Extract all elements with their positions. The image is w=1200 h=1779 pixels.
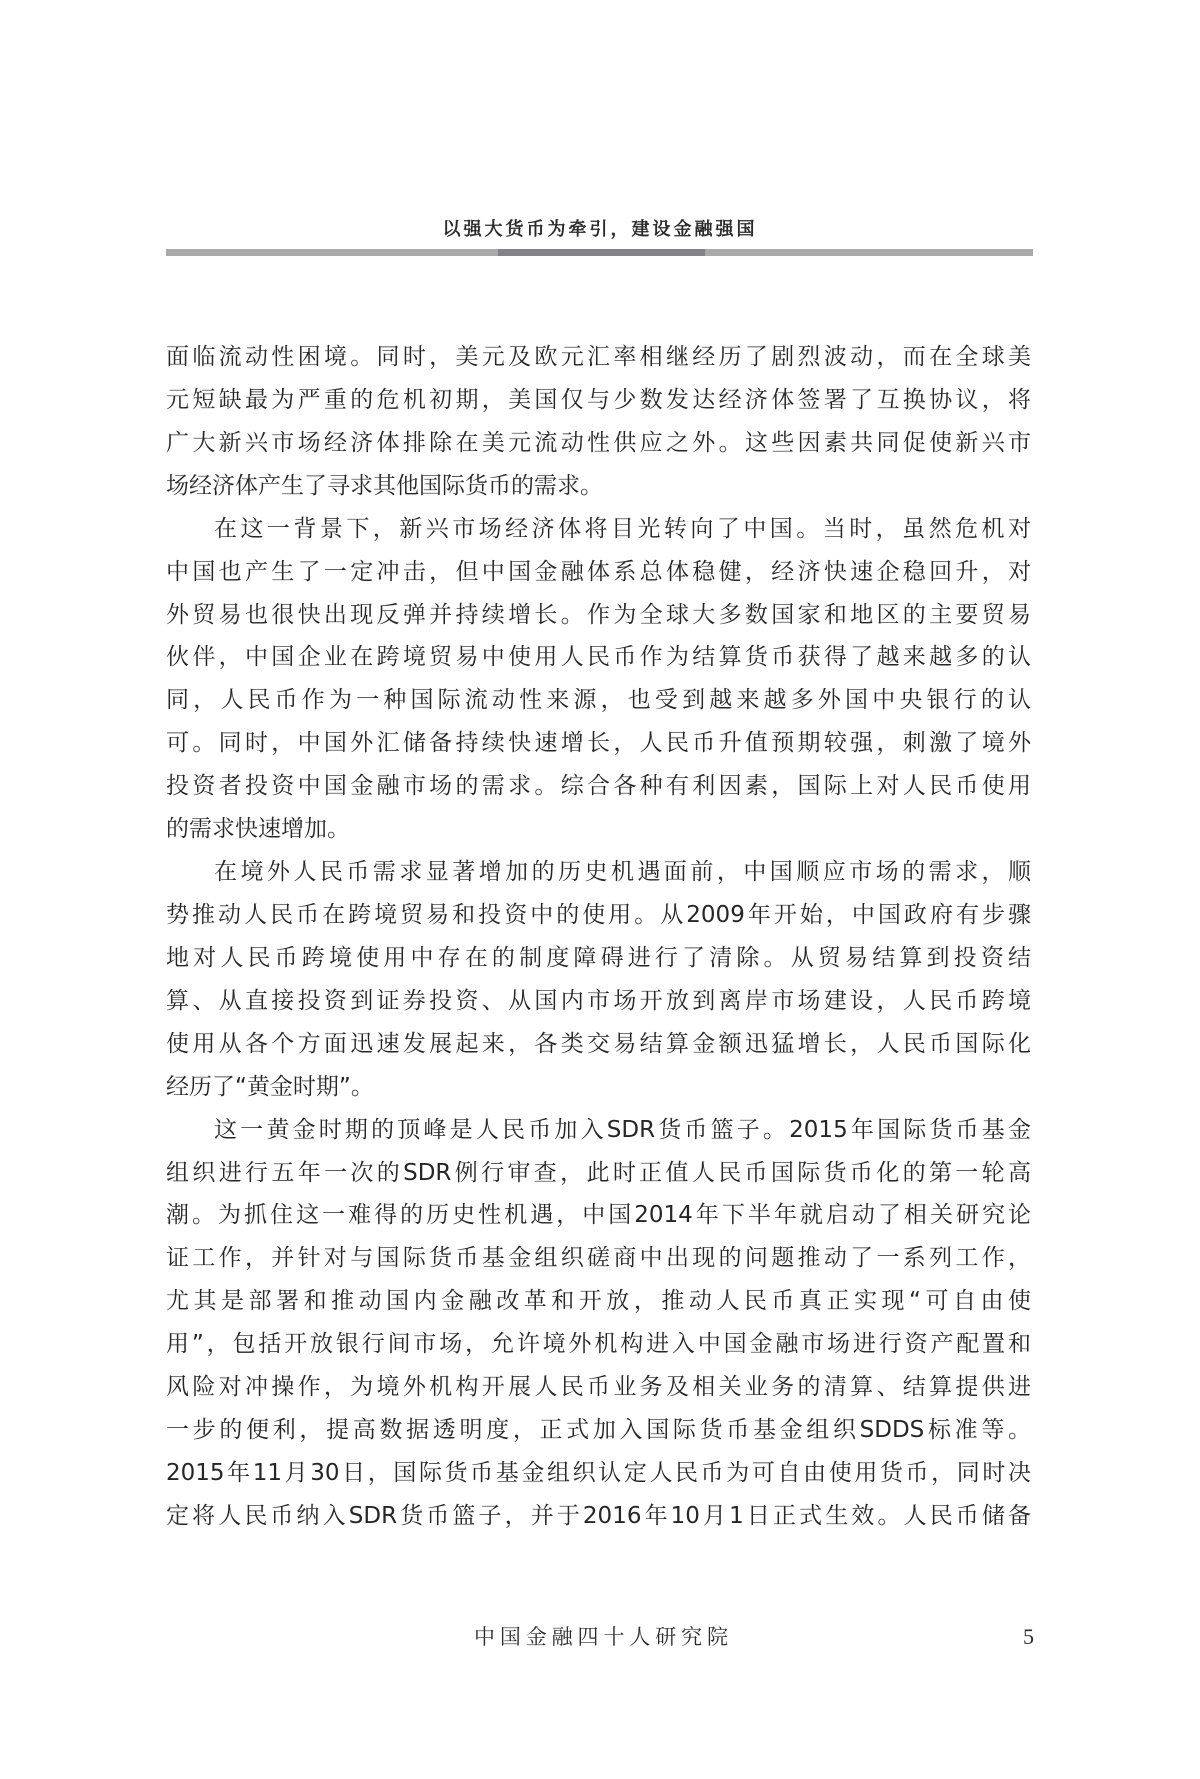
text-line: 中国也产生了一定冲击，但中国金融体系总体稳健，经济快速企稳回升，对 (166, 558, 1031, 585)
text-line: 场经济体产生了寻求其他国际货币的需求。 (166, 472, 603, 499)
text-line: 在这一背景下，新兴市场经济体将目光转向了中国。当时，虽然危机对 (214, 515, 1031, 542)
header-rule-accent (498, 249, 705, 256)
text-line: 这一黄金时期的顶峰是人民币加入SDR货币篮子。2015年国际货币基金 (214, 1116, 1031, 1143)
text-line: 同，人民币作为一种国际流动性来源，也受到越来越多外国中央银行的认 (166, 687, 1031, 714)
text-line: 广大新兴市场经济体排除在美元流动性供应之外。这些因素共同促使新兴市 (166, 429, 1031, 456)
text-line: 在境外人民币需求显著增加的历史机遇面前，中国顺应市场的需求，顺 (214, 859, 1031, 886)
text-line: 面临流动性困境。同时，美元及欧元汇率相继经历了剧烈波动，而在全球美 (166, 344, 1031, 370)
text-line: 风险对冲操作，为境外机构开展人民币业务及相关业务的清算、结算提供进 (166, 1374, 1031, 1401)
text-line: 一步的便利，提高数据透明度，正式加入国际货币基金组织SDDS标准等。 (166, 1417, 1031, 1444)
text-line: 证工作，并针对与国际货币基金组织磋商中出现的问题推动了一系列工作， (166, 1245, 1031, 1272)
text-line: 组织进行五年一次的SDR例行审查，此时正值人民币国际货币化的第一轮高 (166, 1159, 1031, 1186)
text-line: 外贸易也很快出现反弹并持续增长。作为全球大多数国家和地区的主要贸易 (166, 601, 1031, 628)
text-line: 势推动人民币在跨境贸易和投资中的使用。从2009年开始，中国政府有步骤 (166, 901, 1031, 928)
running-header-title: 以强大货币为牵引，建设金融强国 (442, 219, 758, 240)
text-line: 用”，包括开放银行间市场，允许境外机构进入中国金融市场进行资产配置和 (166, 1331, 1031, 1358)
text-line: 元短缺最为严重的危机初期，美国仅与少数发达经济体签署了互换协议，将 (166, 386, 1031, 413)
text-line: 潮。为抓住这一难得的历史性机遇，中国2014年下半年就启动了相关研究论 (166, 1202, 1031, 1229)
text-line: 尤其是部署和推动国内金融改革和开放，推动人民币真正实现“可自由使 (166, 1288, 1031, 1315)
text-line: 使用从各个方面迅速发展起来，各类交易结算金额迅猛增长，人民币国际化 (166, 1030, 1031, 1057)
text-line: 算、从直接投资到证券投资、从国内市场开放到离岸市场建设，人民币跨境 (166, 987, 1031, 1014)
text-line: 可。同时，中国外汇储备持续快速增长，人民币升值预期较强，刺激了境外 (166, 730, 1031, 757)
text-line: 定将人民币纳入SDR货币篮子，并于2016年10月1日正式生效。人民币储备 (166, 1502, 1031, 1529)
footer-organization: 中国金融四十人研究院 (474, 1625, 728, 1649)
text-line: 的需求快速增加。 (166, 816, 350, 843)
text-line: 投资者投资中国金融市场的需求。综合各种有利因素，国际上对人民币使用 (166, 773, 1031, 800)
body-text (166, 336, 1031, 1538)
text-line: 2015年11月30日，国际货币基金组织认定人民币为可自由使用货币，同时决 (166, 1459, 1031, 1486)
text-line: 地对人民币跨境使用中存在的制度障碍进行了清除。从贸易结算到投资结 (166, 944, 1031, 971)
page-number: 5 (1023, 1624, 1034, 1649)
text-line: 伙伴，中国企业在跨境贸易中使用人民币作为结算货币获得了越来越多的认 (166, 644, 1031, 671)
header-rule (166, 249, 1033, 256)
text-line: 经历了“黄金时期”。 (166, 1073, 374, 1100)
